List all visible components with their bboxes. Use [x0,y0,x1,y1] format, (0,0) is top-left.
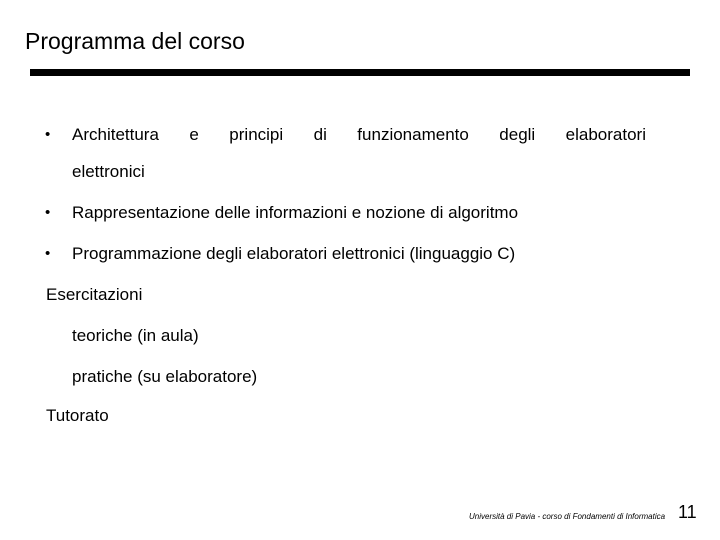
bullet-icon: • [45,245,51,262]
subitem-teoriche: teoriche (in aula) [72,326,199,345]
title-underline [30,69,690,76]
bullet-1-line-1: Architettura e principi di funzionamento degli elaboratori [72,125,646,144]
bullet-2: Rappresentazione delle informazioni e nozione di algoritmo [72,203,519,222]
page-number: 11 [678,502,697,522]
section-heading-tutorato: Tutorato [46,406,109,425]
slide-footer: Università di Pavia - corso di Fondamenti di Informatica [469,512,666,521]
bullet-icon: • [45,204,51,221]
slide-title: Programma del corso [25,28,245,54]
bullet-3: Programmazione degli elaboratori elettronici (linguaggio C) [72,244,516,263]
bullet-1-line-2: elettronici [72,162,145,181]
subitem-pratiche: pratiche (su elaboratore) [72,367,258,386]
bullet-icon: • [45,126,51,143]
section-heading-esercitazioni: Esercitazioni [46,285,143,304]
